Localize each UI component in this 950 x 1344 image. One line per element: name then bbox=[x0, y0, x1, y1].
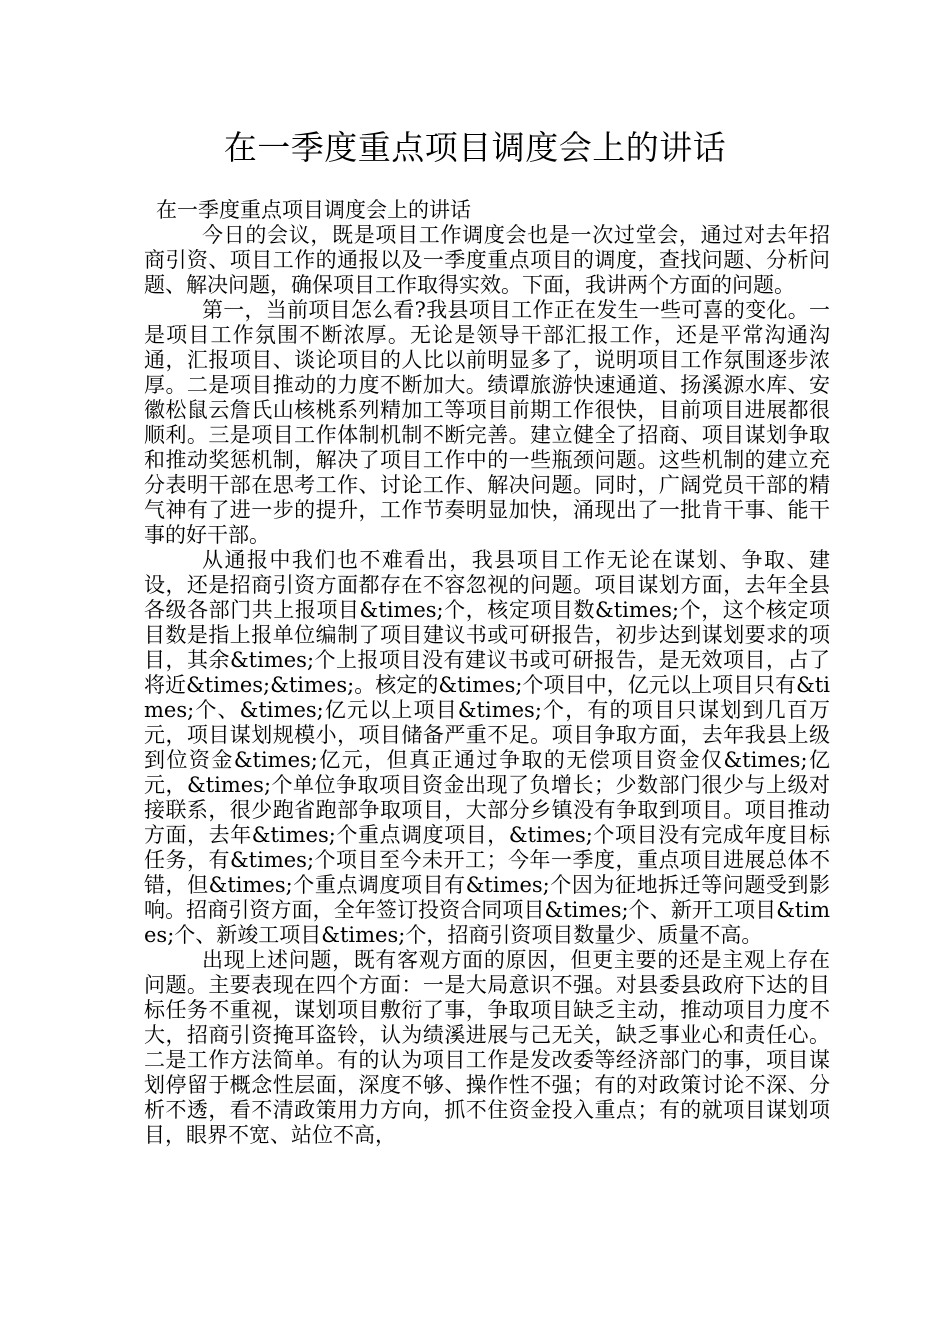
paragraph-2: 第一，当前项目怎么看?我县项目工作正在发生一些可喜的变化。一是项目工作氛围不断浓厚。无论是领导干部汇报工作，还是平常沟通沟通，汇报项目、谈论项目的人比以前明显多了，说明项目工作氛围逐步浓厚。二是项目推动的力度不断加大。绩谭旅游快速通道、扬溪源水库、安徽松鼠云詹氏山核桃系列精加工等项目前期工作很快，目前项目进展都很顺利。三是项目工作体制机制不断完善。建立健全了招商、项目谋划争取和推动奖惩机制，解决了项目工作中的一些瓶颈问题。这些机制的建立充分表明干部在思考工作、讨论工作、解决问题。同时，广阔党员干部的精气神有了进一步的提升，工作节奏明显加快，涌现出了一批肯干事、能干事的好干部。 bbox=[144, 298, 830, 547]
paragraph-4: 出现上述问题，既有客观方面的原因，但更主要的还是主观上存在问题。主要表现在四个方面：一是大局意识不强。对县委县政府下达的目标任务不重视，谋划项目敷衍了事，争取项目缺乏主动，推动项目力度不大，招商引资掩耳盗铃，认为绩溪进展与己无关，缺乏事业心和责任心。二是工作方法简单。有的认为项目工作是发改委等经济部门的事，项目谋划停留于概念性层面，深度不够、操作性不强；有的对政策讨论不深、分析不透，看不清政策用力方向，抓不住资金投入重点；有的就项目谋划项目，眼界不宽、站位不高， bbox=[144, 948, 830, 1147]
document-title: 在一季度重点项目调度会上的讲话 bbox=[223, 128, 727, 167]
document-body bbox=[144, 198, 830, 1148]
paragraph-1: 今日的会议，既是项目工作调度会也是一次过堂会，通过对去年招商引资、项目工作的通报以及一季度重点项目的调度，查找问题、分析问题、解决问题，确保项目工作取得实效。下面，我讲两个方面的问题。 bbox=[144, 223, 830, 297]
paragraph-3: 从通报中我们也不难看出，我县项目工作无论在谋划、争取、建设，还是招商引资方面都存在不容忽视的问题。项目谋划方面，去年全县各级各部门共上报项目&times;个，核定项目数&times;个，这个核定项目数是指上报单位编制了项目建议书或可研报告，初步达到谋划要求的项目，其余&times;个上报项目没有建议书或可研报告，是无效项目，占了将近&times;&times;。核定的&times;个项目中，亿元以上项目只有&times;个、&times;亿元以上项目&times;个，有的项目只谋划到几百万元，项目谋划规模小，项目储备严重不足。项目争取方面，去年我县上级到位资金&times;亿元，但真正通过争取的无偿项目资金仅&times;亿元，&times;个单位争取项目资金出现了负增长；少数部门很少与上级对接联系，很少跑省跑部争取项目，大部分乡镇没有争取到项目。项目推动方面，去年&times;个重点调度项目，&times;个项目没有完成年度目标任务，有&times;个项目至今未开工；今年一季度，重点项目进展总体不错，但&times;个重点调度项目有&times;个因为征地拆迁等问题受到影响。招商引资方面，全年签订投资合同项目&times;个、新开工项目&times;个、新竣工项目&times;个，招商引资项目数量少、质量不高。 bbox=[144, 548, 830, 947]
document-subtitle: 在一季度重点项目调度会上的讲话 bbox=[156, 198, 471, 222]
